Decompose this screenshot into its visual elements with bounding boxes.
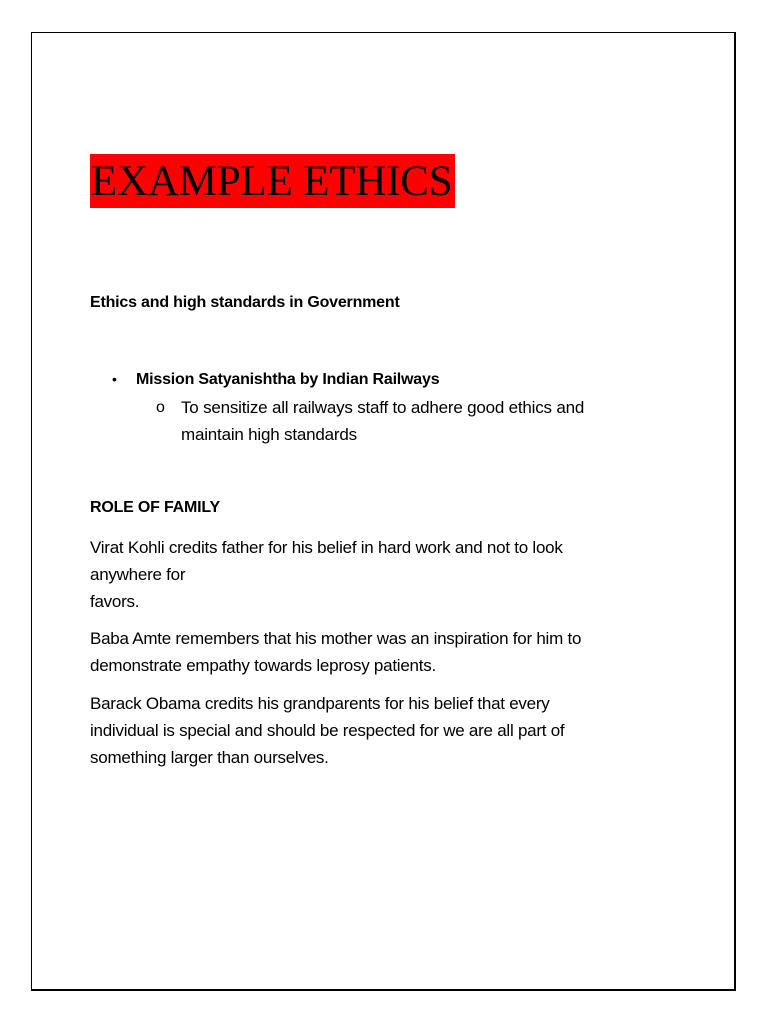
sub-bullet-text: To sensitize all railways staff to adhere good ethics and maintain high standards [181, 398, 585, 444]
subheading: Ethics and high standards in Government [90, 294, 400, 311]
paragraph-barack-obama [90, 690, 564, 771]
page-title: EXAMPLE ETHICS [90, 154, 455, 208]
paragraph-virat-kohli [90, 534, 563, 615]
paragraph-line: Virat Kohli credits father for his belief in hard work and not to look [90, 538, 563, 557]
paragraph-line: something larger than ourselves. [90, 748, 329, 767]
section-heading: ROLE OF FAMILY [90, 499, 220, 516]
paragraph-line: favors. [90, 592, 140, 611]
paragraph-line: Baba Amte remembers that his mother was an inspiration for him to [90, 629, 582, 648]
bullet-dot-icon: • [112, 371, 117, 387]
paragraph-line: individual is special and should be respected for we are all part of [90, 721, 565, 740]
paragraph-line: demonstrate empathy towards leprosy patients. [90, 656, 436, 675]
bullet-item [112, 367, 439, 392]
circle-bullet-icon: o [156, 399, 165, 416]
paragraph-baba-amte [90, 625, 581, 679]
paragraph-line: Barack Obama credits his grandparents for his belief that every [90, 694, 550, 713]
paragraph-line: anywhere for [90, 565, 186, 584]
bullet-text: Mission Satyanishtha by Indian Railways [136, 371, 440, 388]
